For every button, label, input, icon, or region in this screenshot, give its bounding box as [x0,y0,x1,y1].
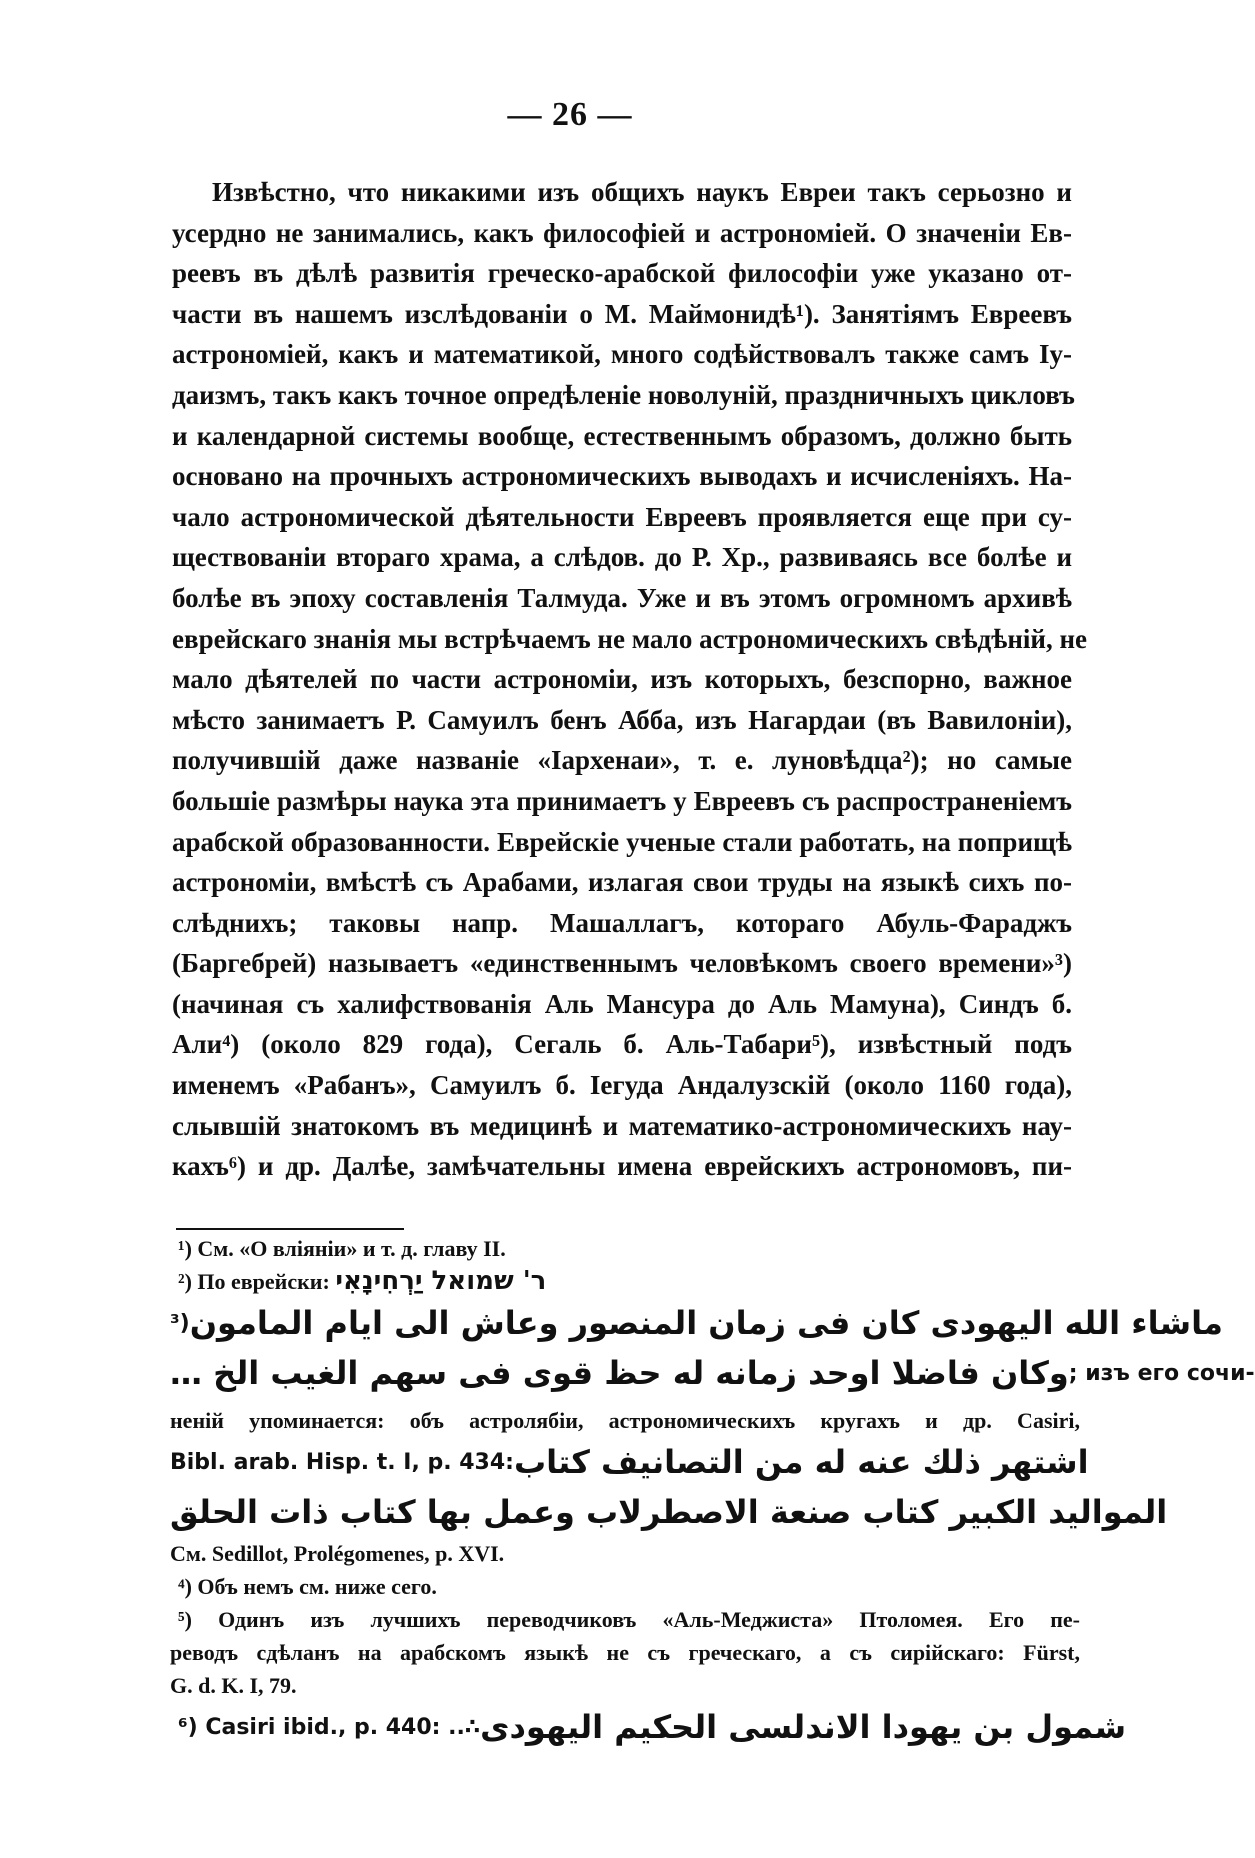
footnote-2 [170,1265,1080,1298]
footnote-1: ¹) См. «О вліяніи» и т. д. главу II. [178,1236,506,1261]
body-line: основано на прочныхъ астрономическихъ выводахъ и исчисленіяхъ. На- [172,461,1072,492]
footnote-5-line-3: G. d. K. I, 79. [170,1673,297,1698]
body-line: реевъ въ дѣлѣ развитія греческо-арабской философіи уже указано от- [172,258,1072,289]
footnote-3-tail: ; изъ его сочи- [1068,1360,1255,1386]
body-line: большіе размѣры наука эта принимаетъ у Евреевъ съ распространеніемъ [172,785,1072,816]
body-line: даизмъ, такъ какъ точное опредѣленіе новолуній, праздничныхъ цикловъ [172,379,1075,410]
footnote-divider [176,1228,404,1230]
body-line: ществованіи втораго храма, а слѣдов. до Р. Хр., развиваясь все болѣе и [172,542,1072,573]
footnote-3-arabic-4: المواليد الكبير كتاب صنعة الاصطرلاب وعمل بها كتاب ذات الحلق [170,1493,1168,1531]
body-text [172,172,1088,1187]
body-line: кахъ⁶) и др. Далѣе, замѣчательны имена еврейскихъ астрономовъ, пи- [172,1151,1072,1182]
body-line: получившій даже названіе «Іархенаи», т. е. луновѣдца²); но самые [172,745,1072,776]
body-line: слывшій знатокомъ въ медицинѣ и математико-астрономическихъ нау- [172,1110,1072,1141]
body-line: астрономіи, вмѣстѣ съ Арабами, излагая свои труды на языкѣ сихъ по- [172,867,1072,898]
footnote-6-prefix: ⁶) Casiri ibid., p. 440: ..∴ [178,1714,481,1740]
body-line: Али⁴) (около 829 года), Сегаль б. Аль-Табари⁵), извѣстный подъ [172,1029,1072,1060]
body-line: мало дѣятелей по части астрономіи, изъ которыхъ, безспорно, важное [172,664,1072,695]
footnote-2-label: ²) По еврейски: [178,1269,330,1294]
footnote-3-line-4-prefix: Bibl. arab. Hisp. t. I, p. 434: [170,1449,514,1475]
footnote-3-arabic-line-4 [170,1487,1168,1537]
footnote-5-line-2: реводъ сдѣланъ на арабскомъ языкѣ не съ греческаго, а съ сирійскаго: Fürst, [170,1640,1080,1665]
footnote-3-arabic-line-2 [170,1348,1255,1398]
footnotes [170,1232,1255,1752]
footnote-3-line-3: неній упоминается: объ астролябіи, астрономическихъ кругахъ и др. Casiri, [170,1408,1080,1433]
footnote-3-arabic-3: اشتهر ذلك عنه له من التصانيف كتاب [513,1443,1089,1481]
footnote-3-line-4 [170,1437,1089,1487]
body-line: астрономіей, какъ и математикой, много содѣйствовалъ также самъ Іу- [172,339,1072,370]
footnote-3-line-6: См. Sedillot, Prolégomenes, p. XVI. [170,1541,505,1566]
body-line: арабской образованности. Еврейскіе ученые стали работать, на поприщѣ [172,826,1072,857]
body-line: чало астрономической дѣятельности Евреевъ проявляется еще при су- [172,501,1072,532]
body-line: именемъ «Рабанъ», Самуилъ б. Іегуда Андалузскій (около 1160 года), [172,1070,1072,1101]
body-line: еврейскаго знанія мы встрѣчаемъ не мало астрономическихъ свѣдѣній, не [172,623,1088,654]
footnote-3-marker: ³) [170,1310,190,1336]
footnote-3-arabic-2: وكان فاضلا اوحد زمانه له حظ قوى فى سهم الغيب الخ … [170,1354,1069,1392]
footnote-6-arabic: شمول بن يهودا الاندلسى الحكيم اليهودى [480,1708,1127,1746]
body-line: части въ нашемъ изслѣдованіи о М. Маймонидѣ¹). Занятіямъ Евреевъ [172,298,1072,329]
body-line: усердно не занимались, какъ философіей и астрономіей. О значеніи Ев- [172,217,1072,248]
page-number: — 26 — [507,96,633,133]
footnote-3-arabic-line-1 [170,1298,1223,1348]
footnote-3-arabic-1: ماشاء الله اليهودى كان فى زمان المنصور وعاش الى ايام المامون [189,1304,1223,1342]
body-line: и календарной системы вообще, естественнымъ образомъ, должно быть [172,420,1072,451]
body-line: Извѣстно, что никакими изъ общихъ наукъ Евреи такъ серьозно и [212,177,1072,207]
body-line: мѣсто занимаетъ Р. Самуилъ бенъ Абба, изъ Нагардаи (въ Вавилоніи), [172,704,1072,735]
footnote-6 [170,1702,1127,1752]
footnote-5-line-1: ⁵) Одинъ изъ лучшихъ переводчиковъ «Аль-Меджиста» Птоломея. Его пе- [178,1607,1080,1632]
footnote-4: ⁴) Объ немъ см. ниже сего. [178,1574,437,1599]
body-line: слѣднихъ; таковы напр. Машаллагъ, котораго Абуль-Фараджъ [172,907,1072,938]
body-line: болѣе въ эпоху составленія Талмуда. Уже и въ этомъ огромномъ архивѣ [172,582,1072,613]
body-line: (начиная съ халифствованія Аль Мансура до Аль Мамуна), Синдъ б. [172,988,1072,1019]
body-line: (Баргебрей) называетъ «единственнымъ человѣкомъ своего времени»³) [172,948,1072,979]
footnote-2-hebrew: ר' שמואל יַרְחִינָאִי [335,1266,547,1296]
